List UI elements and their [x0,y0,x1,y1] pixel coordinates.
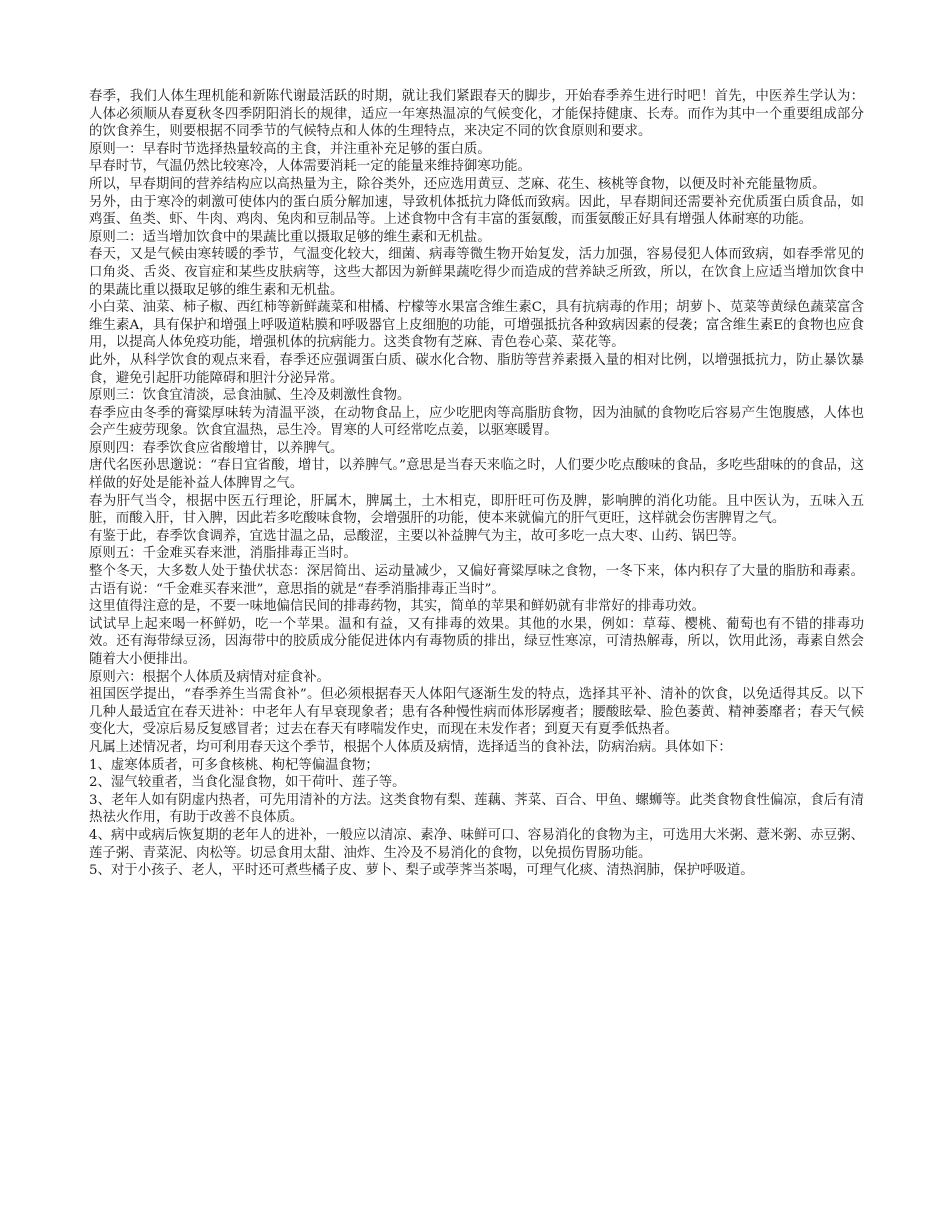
paragraph: 有鉴于此，春季饮食调养，宜选甘温之品，忌酸涩，主要以补益脾气为主，故可多吃一点大枣、山药、锅巴等。 [89,528,746,544]
paragraph: 整个冬天，大多数人处于蛰伏状态：深居简出、运动量减少，又偏好膏粱厚味之食物，一冬下来，体内积存了大量的脂肪和毒素。古语有说：“千金难买春来泄”，意思指的就是“春季消脂排毒正当时”。 [89,564,864,597]
paragraph: 春为肝气当令，根据中医五行理论，肝属木，脾属土，土木相克，即肝旺可伤及脾，影响脾的消化功能。且中医认为，五味入五脏，而酸入肝，甘入脾，因此若多吃酸味食物，会增强肝的功能，使本来就偏亢的肝气更旺，这样就会伤害脾胃之气。 [89,493,864,527]
principle-5-heading: 原则五：千金难买春来泄，消脂排毒正当时。 [89,546,357,562]
list-item: 2、湿气较重者，当食化湿食物，如干荷叶、莲子等。 [89,775,406,791]
paragraph: 早春时节，气温仍然比较寒冷，人体需要消耗一定的能量来维持御寒功能。 [89,159,531,175]
list-item: 3、老年人如有阴虚内热者，可先用清补的方法。这类食物有梨、莲藕、荠菜、百合、甲鱼、螺蛳等。此类食物食性偏凉，食后有清热祛火作用，有助于改善不良体质。 [89,792,864,826]
paragraph: 试试早上起来喝一杯鲜奶，吃一个苹果。温和有益，又有排毒的效果。其他的水果，例如：草莓、樱桃、葡萄也有不错的排毒功效。还有海带绿豆汤，因海带中的胶质成分能促进体内有毒物质的排出，绿豆性寒凉，可清热解毒，所以，饮用此汤，毒素自然会随着大小便排出。 [89,616,864,667]
paragraph: 祖国医学提出，“春季养生当需食补”。但必须根据春天人体阳气逐渐生发的特点，选择其平补、清补的饮食，以免适得其反。以下几种人最适宜在春天进补：中老年人有早衰现象者；患有各种慢性病而体形孱瘦者；腰酸眩晕、脸色萎黄、精神萎靡者；春天气候变化大，受凉后易反复感冒者；过去在春天有哮喘发作史，而现在未发作者；到夏天有夏季低热者。 [89,687,864,738]
paragraph: 另外，由于寒冷的刺激可使体内的蛋白质分解加速，导致机体抵抗力降低而致病。因此，早春期间还需要补充优质蛋白质食品，如鸡蛋、鱼类、虾、牛肉、鸡肉、兔肉和豆制品等。上述食物中含有丰富的蛋氨酸，而蛋氨酸正好具有增强人体耐寒的功能。 [89,194,864,228]
paragraph: 这里值得注意的是，不要一味地偏信民间的排毒药物，其实，简单的苹果和鲜奶就有非常好的排毒功效。 [89,599,705,615]
principle-3-heading: 原则三：饮食宜清淡，忌食油腻、生冷及刺激性食物。 [89,388,411,404]
paragraph: 小白菜、油菜、柿子椒、西红柿等新鲜蔬菜和柑橘、柠檬等水果富含维生素C，具有抗病毒的作用；胡萝卜、苋菜等黄绿色蔬菜富含维生素A，具有保护和增强上呼吸道粘膜和呼吸器官上皮细胞的功能，可增强抵抗各种致病因素的侵袭；富含维生素E的食物也应食用，以提高人体免疫功能，增强机体的抗病能力。这类食物有芝麻、青色卷心菜、菜花等。 [89,300,864,351]
list-item: 4、病中或病后恢复期的老年人的进补，一般应以清凉、素净、味鲜可口、容易消化的食物为主，可选用大米粥、薏米粥、赤豆粥、莲子粥、青菜泥、肉松等。切忌食用太甜、油炸、生冷及不易消化的食物，以免损伤胃肠功能。 [89,827,864,861]
principle-2-heading: 原则二：适当增加饮食中的果蔬比重以摄取足够的维生素和无机盐。 [89,229,491,245]
list-item: 5、对于小孩子、老人，平时还可煮些橘子皮、萝卜、梨子或荸荠当茶喝，可理气化痰、清热润肺，保护呼吸道。 [89,863,754,879]
paragraph-intro: 春季，我们人体生理机能和新陈代谢最活跃的时期，就让我们紧跟春天的脚步，开始春季养生进行时吧！首先，中医养生学认为：人体必须顺从春夏秋冬四季阴阳消长的规律，适应一年寒热温凉的气候变化，才能保持健康、长寿。而作为其中一个重要组成部分的饮食养生，则要根据不同季节的气候特点和人体的生理特点，来决定不同的饮食原则和要求。 [89,89,864,140]
document-body [89,88,864,880]
principle-1-heading: 原则一：早春时节选择热量较高的主食，并注重补充足够的蛋白质。 [89,141,491,157]
principle-4-heading: 原则四：春季饮食应省酸增甘，以养脾气。 [89,440,344,456]
paragraph: 春季应由冬季的膏粱厚味转为清温平淡，在动物食品上，应少吃肥肉等高脂肪食物，因为油腻的食物吃后容易产生饱腹感，人体也会产生疲劳现象。饮食宜温热，忌生冷。胃寒的人可经常吃点姜，以驱寒暖胃。 [89,405,864,439]
paragraph: 春天，又是气候由寒转暖的季节，气温变化较大，细菌、病毒等微生物开始复发，活力加强，容易侵犯人体而致病，如春季常见的口角炎、舌炎、夜盲症和某些皮肤病等，这些大都因为新鲜果蔬吃得少而造成的营养缺乏所致，所以，在饮食上应适当增加饮食中的果蔬比重以摄取足够的维生素和无机盐。 [89,247,864,298]
paragraph: 所以，早春期间的营养结构应以高热量为主，除谷类外，还应选用黄豆、芝麻、花生、核桃等食物，以便及时补充能量物质。 [89,176,826,192]
paragraph: 凡属上述情况者，均可利用春天这个季节，根据个人体质及病情，选择适当的食补法，防病治病。具体如下： [89,739,732,755]
principle-6-heading: 原则六：根据个人体质及病情对症食补。 [89,669,331,685]
paragraph: 唐代名医孙思邈说：“春日宜省酸，增甘，以养脾气。”意思是当春天来临之时，人们要少吃点酸味的食品，多吃些甜味的的食品，这样做的好处是能补益人体脾胃之气。 [89,458,864,492]
list-item: 1、虚寒体质者，可多食核桃、枸杞等偏温食物； [89,757,379,773]
paragraph: 此外，从科学饮食的观点来看，春季还应强调蛋白质、碳水化合物、脂肪等营养素摄入量的相对比例，以增强抵抗力，防止暴饮暴食，避免引起肝功能障碍和胆汁分泌异常。 [89,352,864,386]
